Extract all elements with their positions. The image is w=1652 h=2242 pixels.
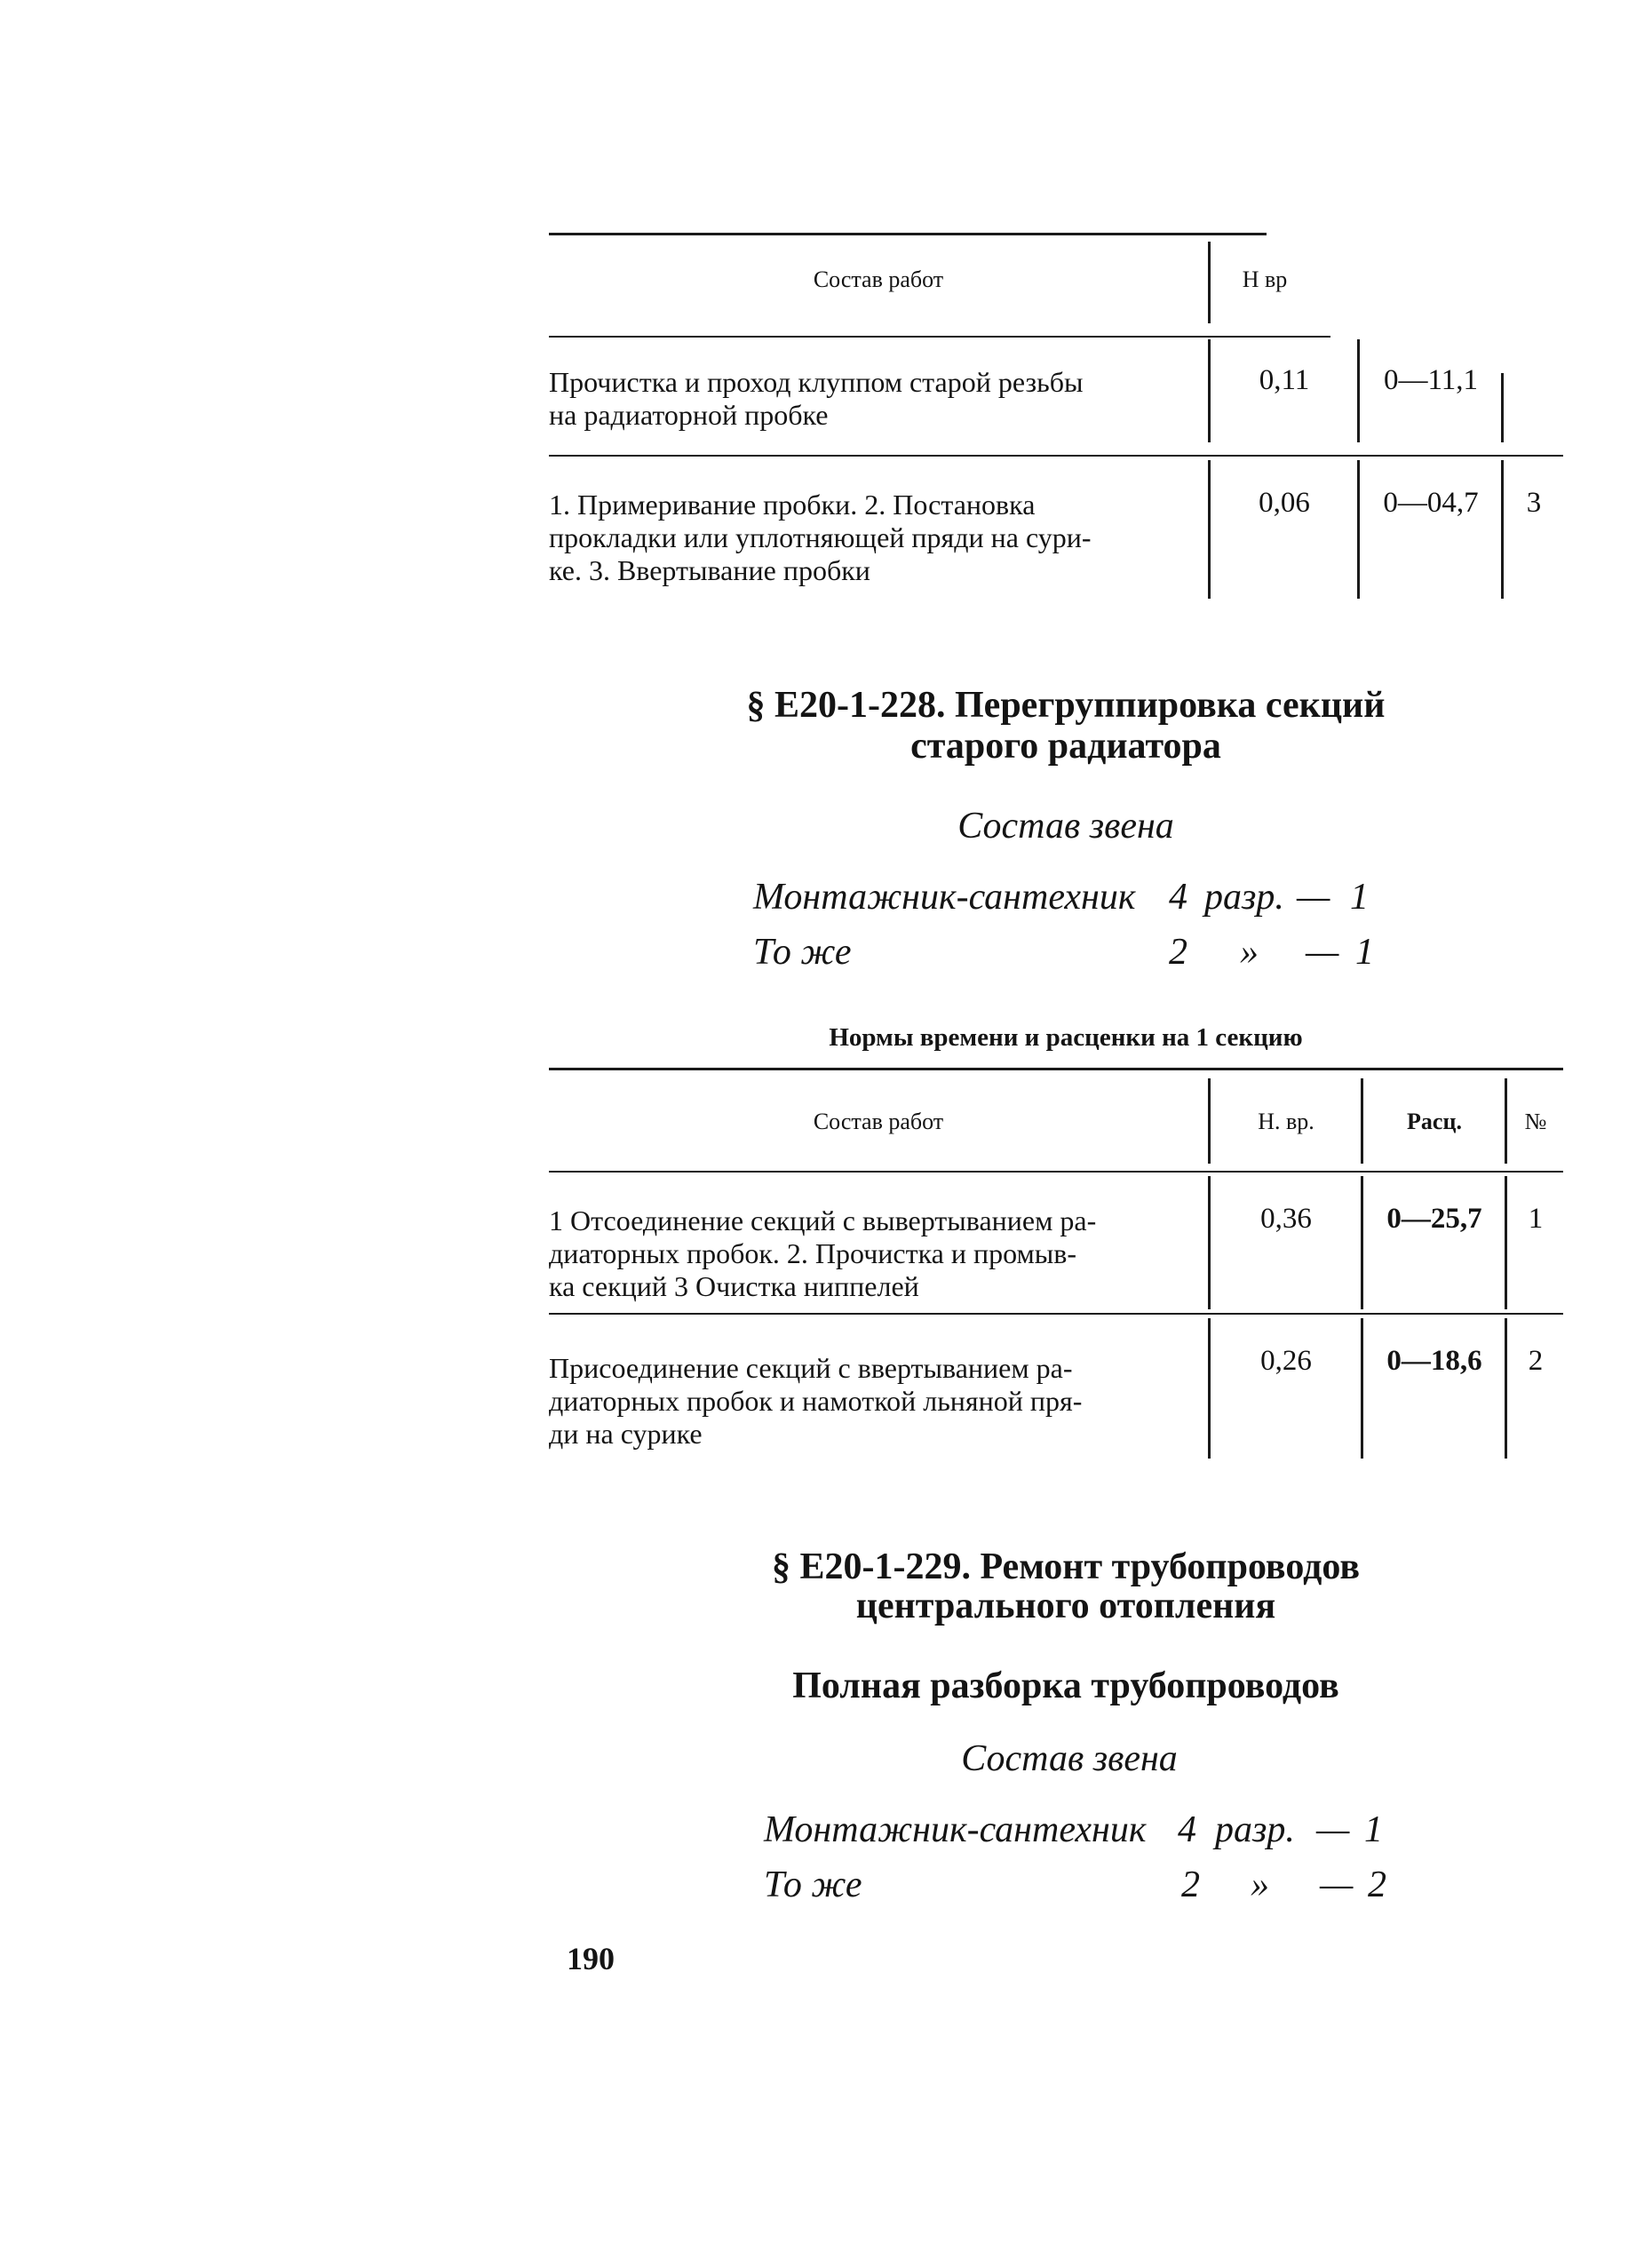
table-row-2-text-line-3: ди на сурике xyxy=(549,1418,703,1450)
table-rule xyxy=(549,233,1267,235)
section-title-line-2: центрального отопления xyxy=(855,1586,1276,1626)
column-header-work: Состав работ xyxy=(813,1109,944,1134)
crew-member-2-unit: » xyxy=(1240,932,1259,973)
column-divider xyxy=(1208,460,1211,599)
crew-member-2-count: 1 xyxy=(1355,932,1374,973)
crew-member-1-dash: — xyxy=(1316,1809,1350,1850)
table-row-2-norm: 0,26 xyxy=(1260,1345,1312,1377)
column-divider xyxy=(1208,1176,1211,1309)
table-row-1-rate: 0—11,1 xyxy=(1383,364,1479,396)
table-row-1-number: 1 xyxy=(1528,1203,1544,1235)
crew-member-2-dash: — xyxy=(1320,1864,1354,1905)
table-row-2-text-line-3: ке. 3. Ввертывание пробки xyxy=(549,554,870,586)
table-row-2-text-line-2: диаторных пробок и намоткой льняной пря- xyxy=(549,1385,1083,1417)
column-divider xyxy=(1357,339,1360,442)
column-divider xyxy=(1361,1078,1363,1164)
crew-member-1-grade: 4 xyxy=(1178,1809,1196,1850)
crew-member-2-name: То же xyxy=(753,932,852,973)
section-title-line-2: старого радиатора xyxy=(910,726,1221,767)
table-row-2-norm: 0,06 xyxy=(1259,487,1310,519)
table-row-1-norm: 0,36 xyxy=(1260,1203,1312,1235)
table-rule xyxy=(549,1068,1563,1070)
column-divider xyxy=(1357,460,1360,599)
crew-member-1-grade: 4 xyxy=(1169,877,1187,918)
table-row-1-text-line-2: диаторных пробок. 2. Прочистка и промыв- xyxy=(549,1237,1077,1269)
table-row-2-number: 3 xyxy=(1526,487,1542,519)
crew-member-1-name: Монтажник-сантехник xyxy=(753,877,1136,918)
crew-member-1-unit: разр. xyxy=(1204,877,1284,918)
crew-member-1-unit: разр. xyxy=(1215,1809,1295,1850)
table-caption: Нормы времени и расценки на 1 секцию xyxy=(829,1023,1303,1052)
table-row-1-text-line-1: Прочистка и проход клуппом старой резьбы xyxy=(549,366,1084,398)
crew-member-2-grade: 2 xyxy=(1169,932,1187,973)
column-header-rate: Расц. xyxy=(1407,1109,1462,1134)
table-row-2-text-line-1: 1. Примеривание пробки. 2. Постановка xyxy=(549,489,1036,521)
column-divider xyxy=(1361,1176,1363,1309)
crew-heading: Состав звена xyxy=(961,1738,1178,1779)
section-title-line-1: § Е20-1-228. Перегруппировка секций xyxy=(746,685,1386,726)
table-row-2-text-line-1: Присоединение секций с ввертыванием ра- xyxy=(549,1352,1073,1384)
crew-member-1-name: Монтажник-сантехник xyxy=(764,1809,1147,1850)
table-rule xyxy=(549,1313,1563,1315)
table-row-1-norm: 0,11 xyxy=(1259,364,1310,396)
table-rule xyxy=(549,336,1330,338)
page-number: 190 xyxy=(567,1941,615,1976)
column-header-norm: Н. вр. xyxy=(1258,1109,1314,1134)
column-divider xyxy=(1208,242,1211,323)
crew-member-2-dash: — xyxy=(1306,932,1339,973)
crew-member-2-count: 2 xyxy=(1368,1864,1386,1905)
column-divider xyxy=(1505,1176,1507,1309)
crew-member-2-grade: 2 xyxy=(1181,1864,1200,1905)
table-row-1-text-line-1: 1 Отсоединение секций с вывертыванием ра- xyxy=(549,1204,1097,1236)
crew-heading: Состав звена xyxy=(957,806,1174,847)
section-title-line-1: § Е20-1-229. Ремонт трубопроводов xyxy=(771,1546,1361,1587)
column-divider xyxy=(1361,1318,1363,1459)
column-divider xyxy=(1505,1318,1507,1459)
table-row-2-rate: 0—18,6 xyxy=(1386,1345,1482,1377)
crew-member-1-count: 1 xyxy=(1364,1809,1383,1850)
table-row-1-text-line-2: на радиаторной пробке xyxy=(549,399,829,431)
column-divider xyxy=(1505,1078,1507,1164)
table-row-1-text-line-3: ка секций 3 Очистка ниппелей xyxy=(549,1270,919,1302)
table-row-2-text-line-2: прокладки или уплотняющей пряди на сури- xyxy=(549,521,1092,553)
crew-member-2-unit: » xyxy=(1251,1864,1269,1905)
column-header-work: Состав работ xyxy=(813,266,944,292)
crew-member-1-count: 1 xyxy=(1350,877,1369,918)
table-rule xyxy=(549,455,1563,457)
table-row-2-number: 2 xyxy=(1528,1345,1544,1377)
crew-member-1-dash: — xyxy=(1297,877,1330,918)
table-row-2-rate: 0—04,7 xyxy=(1383,487,1479,519)
table-rule xyxy=(549,1171,1563,1173)
crew-member-2-name: То же xyxy=(764,1864,862,1905)
column-divider xyxy=(1208,1078,1211,1164)
column-divider xyxy=(1501,460,1504,599)
column-divider xyxy=(1208,1318,1211,1459)
column-divider xyxy=(1501,373,1504,442)
table-row-1-rate: 0—25,7 xyxy=(1386,1203,1482,1235)
column-header-number: № xyxy=(1524,1109,1547,1134)
column-header-norm: Н вр xyxy=(1242,266,1288,292)
section-subtitle: Полная разборка трубопроводов xyxy=(792,1666,1339,1706)
column-divider xyxy=(1208,339,1211,442)
